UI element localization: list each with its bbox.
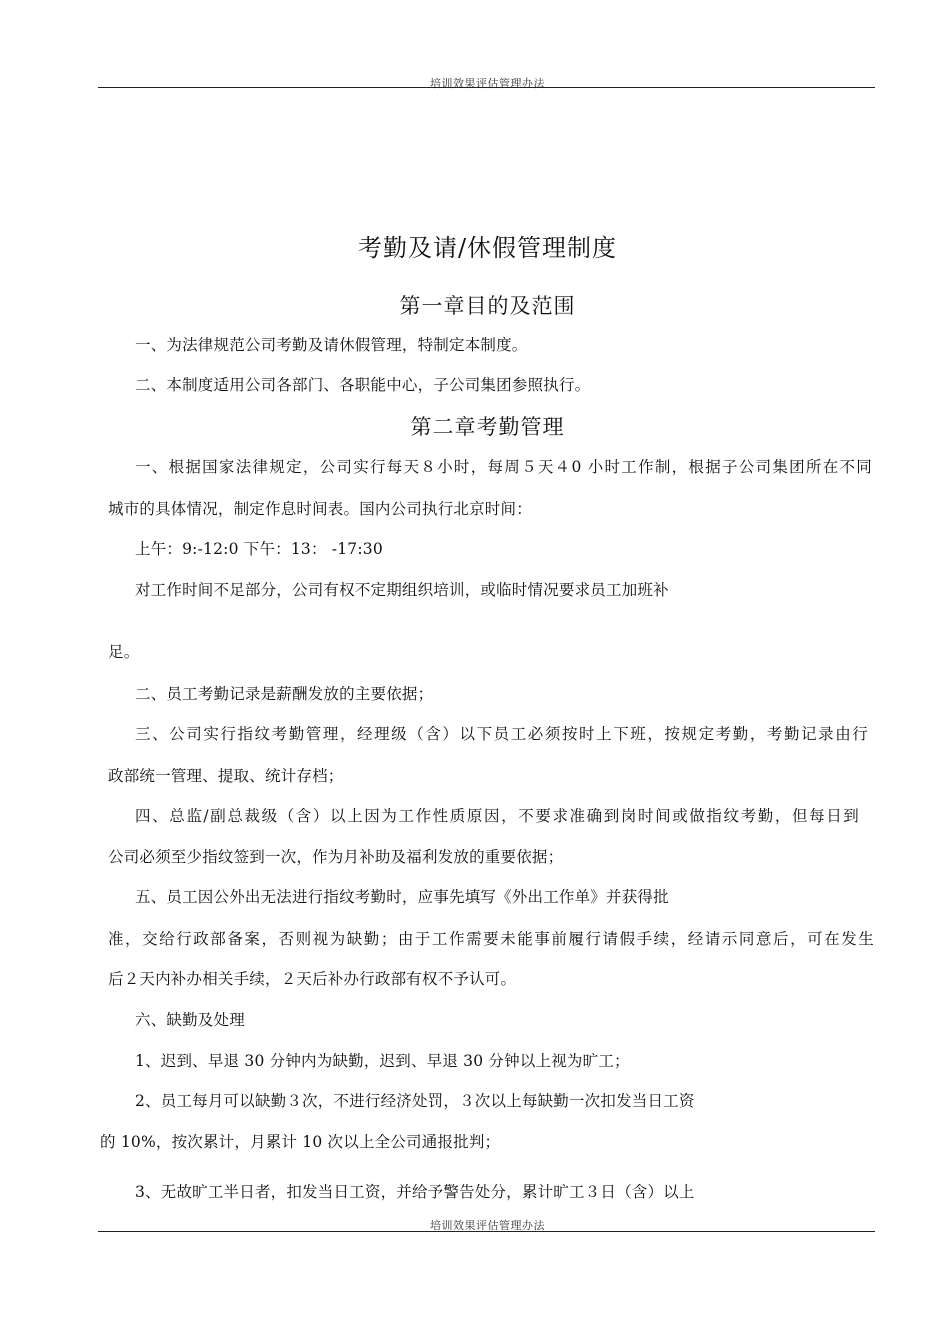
chapter-1-paragraph-2: 二、本制度适用公司各部门、各职能中心，子公司集团参照执行。 bbox=[135, 376, 591, 394]
absence-rule-2-line-1: 2、员工每月可以缺勤３次，不进行经济处罚，３次以上每缺勤一次扣发当日工资 bbox=[135, 1092, 695, 1110]
absence-rule-2-line-2: 的 10%，按次累计，月累计 10 次以上全公司通报批判； bbox=[100, 1133, 501, 1151]
chapter-2-paragraph-2-line-2: 足。 bbox=[108, 643, 140, 661]
chapter-2-paragraph-1-line-2: 城市的具体情况，制定作息时间表。国内公司执行北京时间： bbox=[108, 500, 532, 518]
chapter-2-paragraph-6-line-2: 准，交给行政部备案，否则视为缺勤；由于工作需要未能事前履行请假手续，经请示同意后，可在发生 bbox=[108, 930, 874, 948]
chapter-1-heading: 第一章目的及范围 bbox=[399, 294, 576, 318]
chapter-2-paragraph-5-line-1: 四、总监/副总裁级（含）以上因为工作性质原因，不要求准确到岗时间或做指纹考勤，但每日到 bbox=[135, 807, 859, 825]
absence-rule-1: 1、迟到、早退 30 分钟内为缺勤，迟到、早退 30 分钟以上视为旷工； bbox=[135, 1052, 630, 1070]
absence-rule-3: 3、无故旷工半日者，扣发当日工资，并给予警告处分，累计旷工３日（含）以上 bbox=[135, 1183, 695, 1201]
chapter-2-paragraph-3: 二、员工考勤记录是薪酬发放的主要依据； bbox=[135, 685, 434, 703]
chapter-2-paragraph-4-line-2: 政部统一管理、提取、统计存档； bbox=[108, 767, 344, 785]
document-title: 考勤及请/休假管理制度 bbox=[357, 234, 618, 262]
absence-section-heading: 六、缺勤及处理 bbox=[135, 1011, 245, 1029]
page-header-title: 培训效果评估管理办法 bbox=[430, 77, 545, 90]
header-rule bbox=[98, 87, 875, 88]
chapter-2-paragraph-2-line-1: 对工作时间不足部分，公司有权不定期组织培训，或临时情况要求员工加班补 bbox=[135, 581, 669, 599]
chapter-2-paragraph-6-line-3: 后２天内补办相关手续，２天后补办行政部有权不予认可。 bbox=[108, 970, 517, 988]
chapter-2-paragraph-6-line-1: 五、员工因公外出无法进行指纹考勤时，应事先填写《外出工作单》并获得批 bbox=[135, 888, 669, 906]
chapter-2-paragraph-4-line-1: 三、公司实行指纹考勤管理，经理级（含）以下员工必须按时上下班，按规定考勤，考勤记录由行 bbox=[135, 725, 868, 743]
chapter-2-heading: 第二章考勤管理 bbox=[410, 415, 565, 439]
chapter-1-paragraph-1: 一、为法律规范公司考勤及请休假管理，特制定本制度。 bbox=[135, 336, 528, 354]
chapter-2-paragraph-1-line-1: 一、根据国家法律规定，公司实行每天８小时，每周５天４0 小时工作制，根据子公司集团所在不同 bbox=[135, 458, 872, 476]
page-footer-title: 培训效果评估管理办法 bbox=[430, 1219, 545, 1232]
footer-rule bbox=[98, 1231, 875, 1232]
chapter-2-paragraph-5-line-2: 公司必须至少指纹签到一次，作为月补助及福利发放的重要依据； bbox=[108, 848, 564, 866]
working-hours-line: 上午：9:-12:0 下午：13： -17:30 bbox=[135, 540, 383, 558]
